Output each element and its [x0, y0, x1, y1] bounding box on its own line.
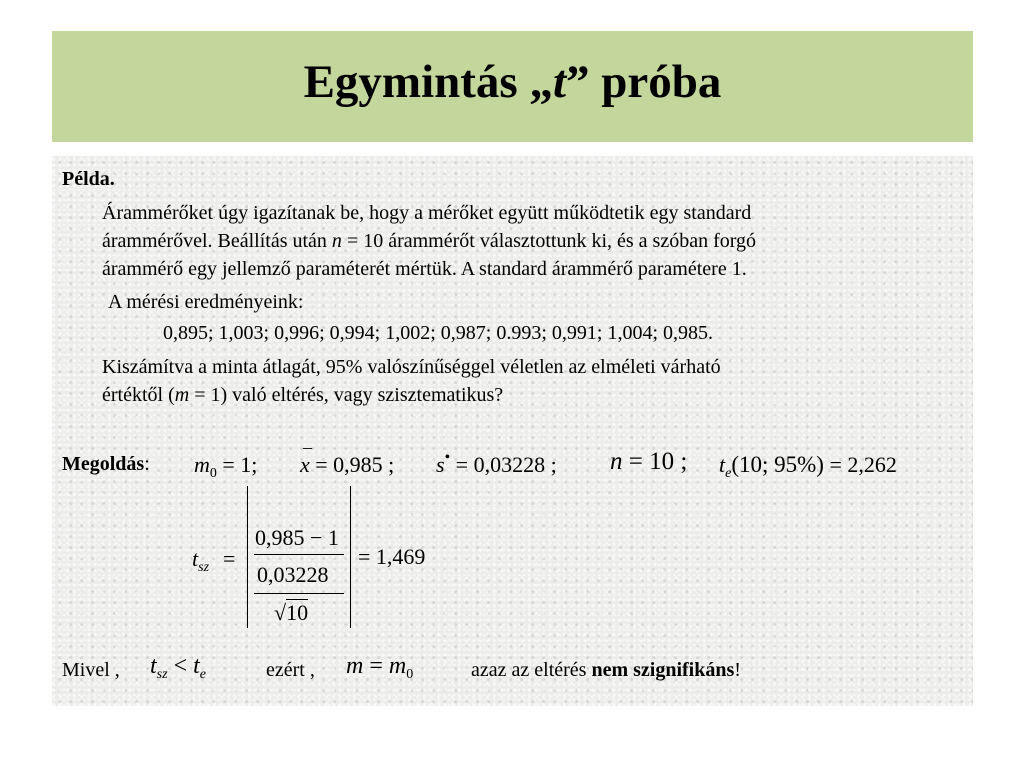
abs-right-bar [350, 486, 351, 628]
fraction-main-line [254, 554, 344, 555]
slide-title [52, 55, 973, 109]
results-values: 0,895; 1,003; 0,996; 0,994; 1,002; 0,987; 0.993; 0,991; 1,004; 0,985. [163, 322, 714, 344]
solution-label: Megoldás: [62, 453, 150, 475]
title-variable: t [552, 56, 567, 108]
abs-left-bar [247, 486, 248, 628]
conclusion-text: azaz az eltérés nem szignifikáns! [471, 659, 741, 681]
content-panel [52, 156, 973, 706]
formula-s: s• = 0,03228 ; [436, 449, 557, 477]
tsz-sqrt: √10 [274, 600, 309, 625]
formula-xbar: – x = 0,985 ; [300, 452, 394, 478]
tsz-denominator-top: 0,03228 [257, 562, 329, 587]
example-line-2: árammérővel. Beállítás után n = 10 árammérőt választottunk ki, és a szóban forgó [102, 230, 757, 252]
title-suffix: ” próba [566, 56, 722, 108]
question-line-1: Kiszámítva a minta átlagát, 95% valószínűséggel véletlen az elméleti várható [102, 356, 721, 378]
fraction-inner-line [254, 593, 344, 594]
sqrt-sign: √ [274, 600, 287, 625]
example-line-1: Árammérőket úgy igazítanak be, hogy a mérőket együtt működtetik egy standard [102, 202, 752, 224]
example-heading: Példa. [62, 168, 115, 190]
formula-tsz-lhs: $t_{sz}$ = [192, 546, 236, 575]
conclusion-ezert: ezért , [266, 659, 315, 681]
formula-n: n = 10 ; [610, 448, 688, 475]
question-line-2: értéktől (m = 1) való eltérés, vagy szisztematikus? [102, 384, 504, 406]
conclusion-inequality: $t_{sz} < t_e$ [150, 653, 207, 682]
example-line-3: árammérő egy jellemző paraméterét mértük. A standard árammérő paramétere 1. [102, 258, 747, 280]
tsz-result: = 1,469 [358, 544, 426, 569]
conclusion-mivel: Mivel , [62, 659, 120, 681]
conclusion-equality: $m = m_0$ [346, 653, 414, 682]
formula-m0: $m_0 = 1$; [194, 452, 258, 481]
title-prefix: Egymintás „ [303, 56, 553, 108]
xbar-overline: – [303, 437, 312, 457]
title-bar [52, 31, 973, 142]
formula-te: $t_e(10$; 95%) = 2,262 [719, 452, 897, 481]
tsz-numerator: 0,985 − 1 [255, 525, 339, 550]
results-label: A mérési eredményeink: [108, 291, 304, 313]
